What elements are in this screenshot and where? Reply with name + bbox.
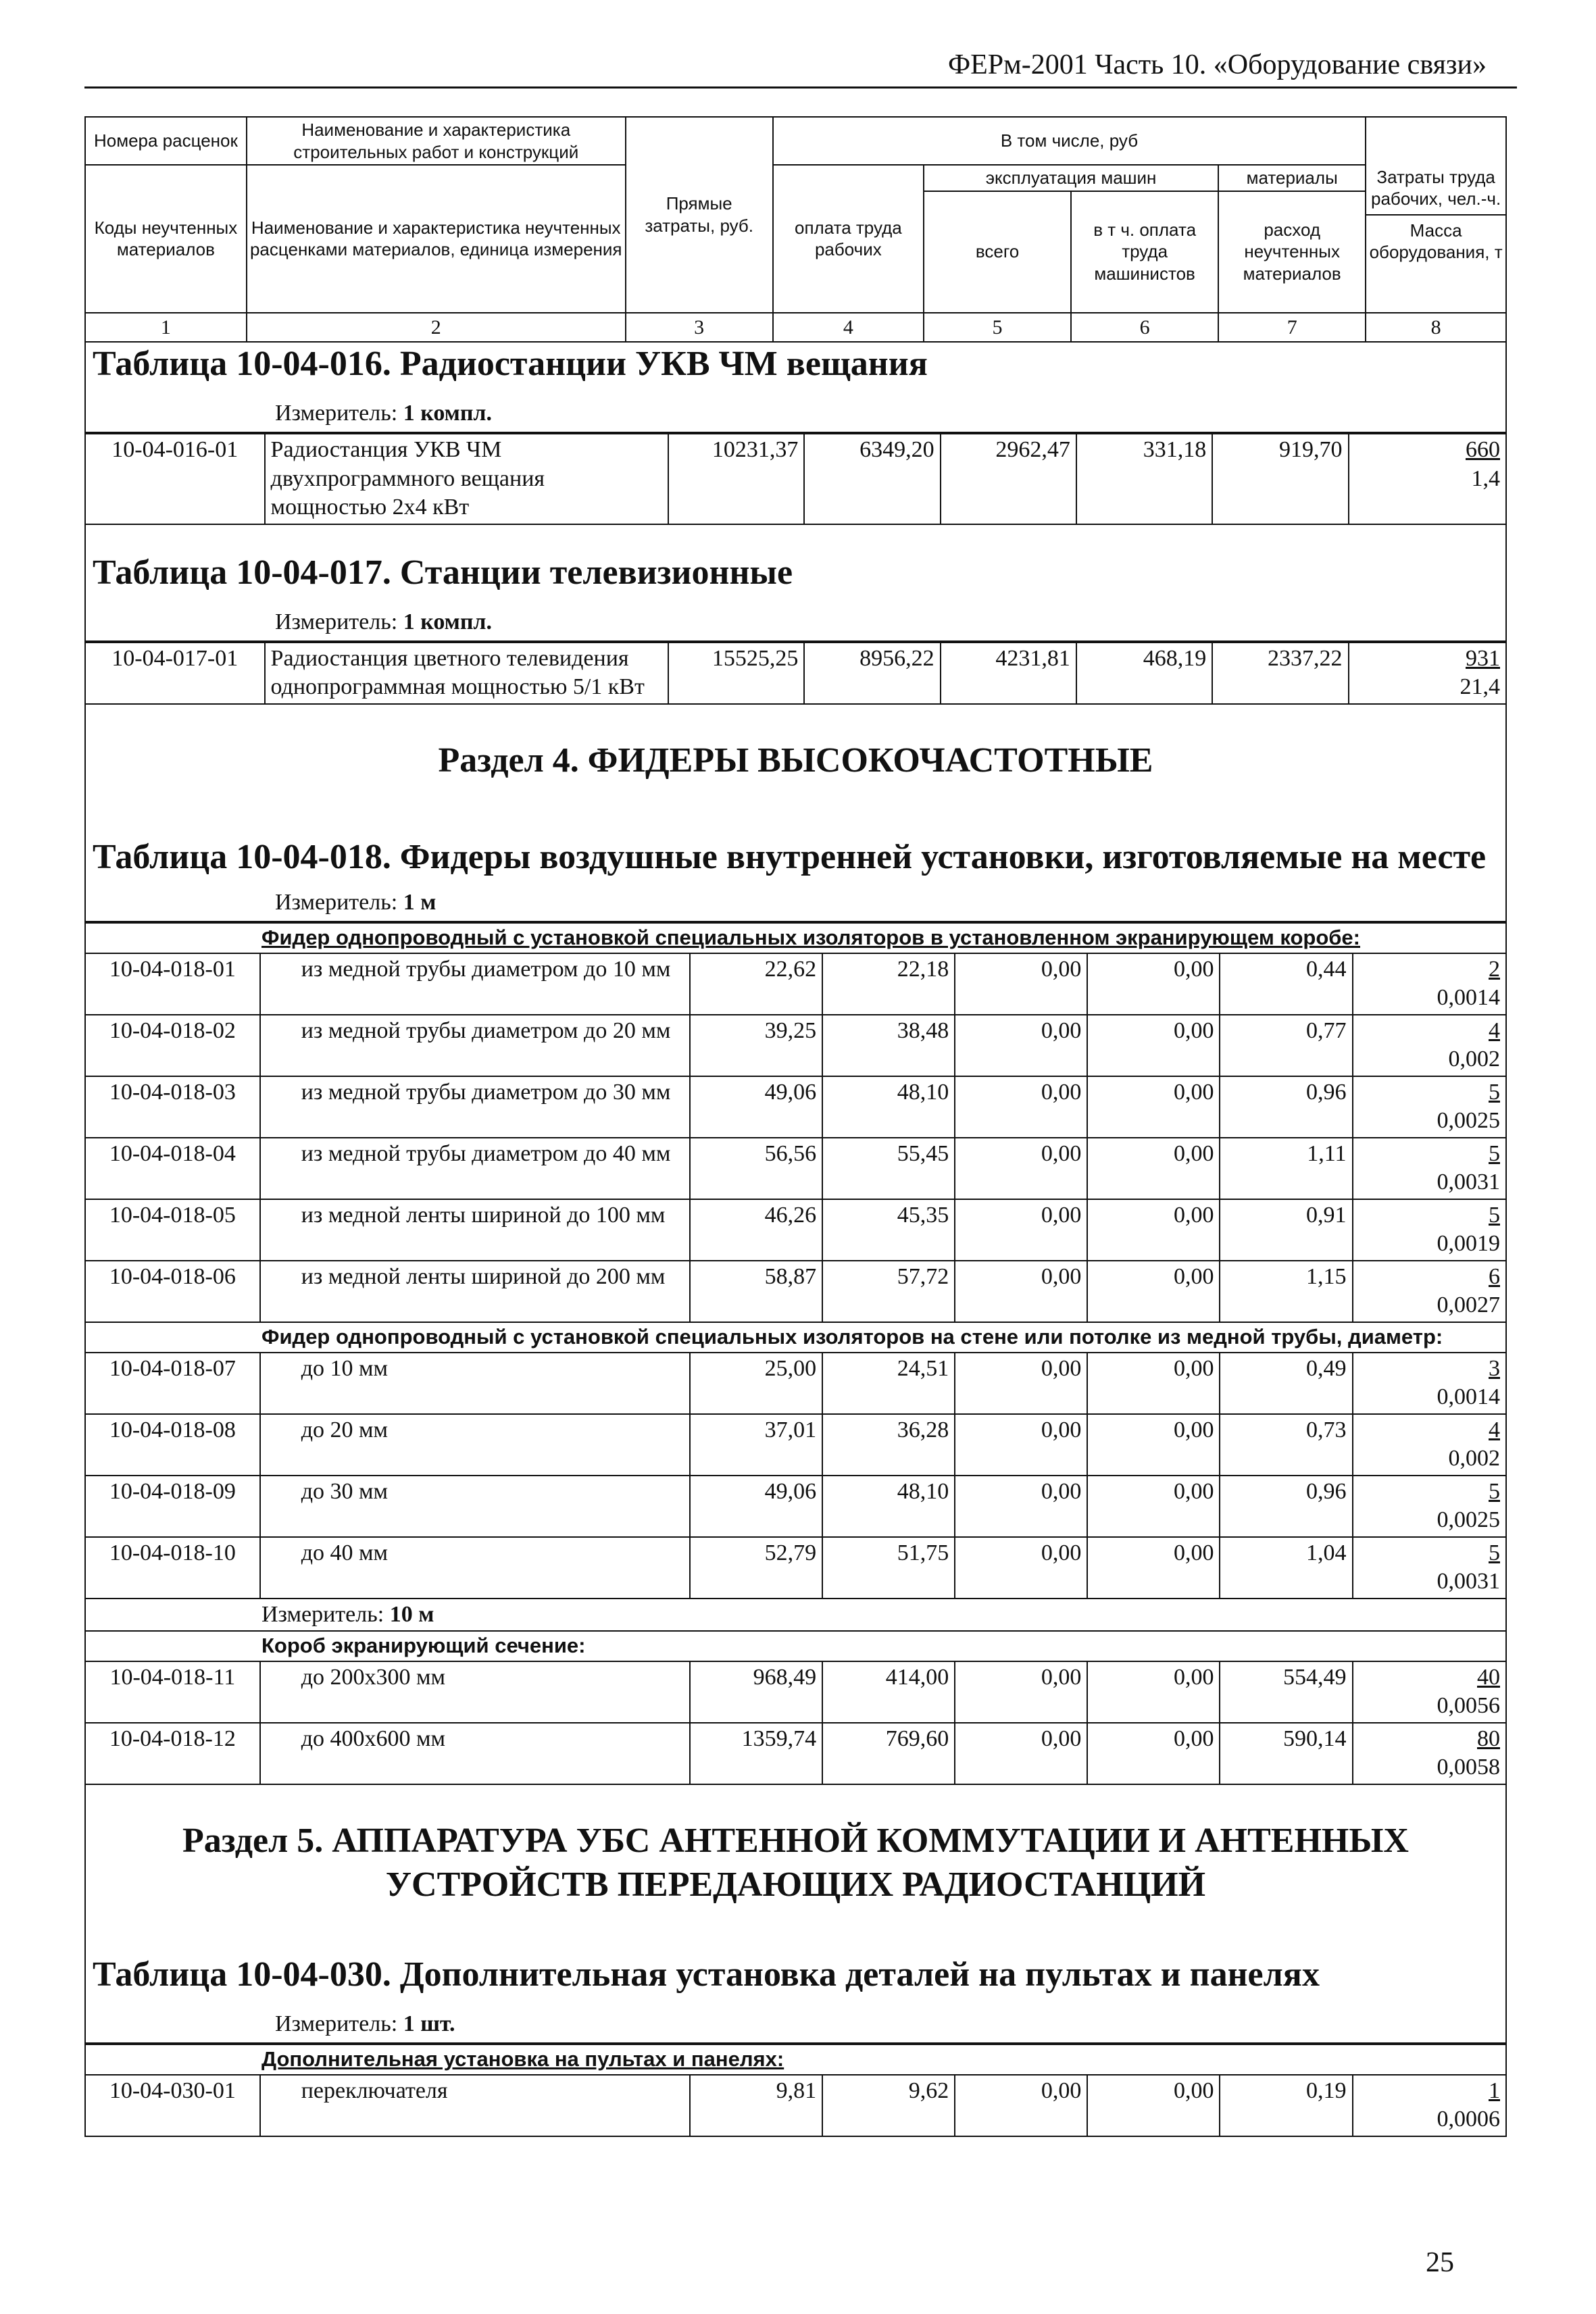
- materials: 0,49: [1220, 1353, 1352, 1414]
- materials: 0,73: [1220, 1414, 1352, 1476]
- mass-value: 0,0025: [1437, 1108, 1500, 1134]
- direct-cost: 10231,37: [668, 434, 804, 524]
- col8-head: [1366, 117, 1506, 313]
- worker-pay: 6349,20: [804, 434, 940, 524]
- table-row: [85, 1015, 1506, 1076]
- operator-pay: 0,00: [1087, 1661, 1220, 1723]
- worker-pay: 414,00: [822, 1661, 955, 1723]
- rate-code: 10-04-018-09: [85, 1476, 260, 1537]
- materials: 0,96: [1220, 1476, 1352, 1537]
- rate-name: из медной ленты шириной до 200 мм: [260, 1261, 690, 1322]
- table-016-unit: [275, 400, 1499, 428]
- mass-value: 0,002: [1448, 1446, 1500, 1472]
- mass-value: 0,002: [1448, 1047, 1500, 1072]
- operator-pay: 0,00: [1087, 1414, 1220, 1476]
- worker-pay: 38,48: [822, 1015, 955, 1076]
- table-row: [85, 2075, 1506, 2136]
- col5-head: всего: [924, 191, 1071, 313]
- labor-value: 40: [1477, 1664, 1500, 1690]
- labor-value: 931: [1466, 645, 1500, 671]
- table-017-title: Таблица 10-04-017. Станции телевизионные: [93, 553, 793, 592]
- table-row: [85, 1661, 1506, 1723]
- mass-value: 0,0056: [1437, 1693, 1500, 1719]
- operator-pay: 0,00: [1087, 1353, 1220, 1414]
- colnum-6: 6: [1071, 313, 1218, 343]
- rate-code: 10-04-030-01: [85, 2075, 260, 2136]
- materials: 0,44: [1220, 953, 1352, 1015]
- labor-value: 5: [1489, 1202, 1500, 1228]
- table-017-unit: [275, 609, 1499, 636]
- direct-cost: 22,62: [690, 953, 822, 1015]
- machines-total: 0,00: [955, 1076, 1087, 1138]
- mass-value: 0,0058: [1437, 1755, 1500, 1780]
- rate-name: Радиостанция УКВ ЧМ двухпрограммного вещания мощностью 2х4 кВт: [265, 434, 668, 524]
- worker-pay: 57,72: [822, 1261, 955, 1322]
- page-header: ФЕРм-2001 Часть 10. «Оборудование связи»: [947, 49, 1487, 80]
- machines-total: 0,00: [955, 1661, 1087, 1723]
- colnum-2: 2: [247, 313, 626, 343]
- colnum-7: 7: [1218, 313, 1366, 343]
- direct-cost: 37,01: [690, 1414, 822, 1476]
- colnum-1: 1: [85, 313, 247, 343]
- table-row: [85, 1476, 1506, 1537]
- incl-head: В том числе, руб: [773, 117, 1366, 165]
- rate-code: 10-04-017-01: [85, 643, 265, 704]
- mass-value: 0,0014: [1437, 1384, 1500, 1410]
- worker-pay: 769,60: [822, 1723, 955, 1784]
- table-018: [84, 922, 1507, 1785]
- materials: 0,96: [1220, 1076, 1352, 1138]
- table-row: [85, 1076, 1506, 1138]
- worker-pay: 55,45: [822, 1138, 955, 1199]
- rate-name: из медной трубы диаметром до 30 мм: [260, 1076, 690, 1138]
- rate-code: 10-04-018-05: [85, 1199, 260, 1261]
- direct-cost: 52,79: [690, 1537, 822, 1599]
- operator-pay: 0,00: [1087, 2075, 1220, 2136]
- direct-cost: 58,87: [690, 1261, 822, 1322]
- operator-pay: 0,00: [1087, 1076, 1220, 1138]
- labor-mass-cell: [1353, 1076, 1506, 1138]
- rate-name: до 40 мм: [260, 1537, 690, 1599]
- labor-mass-cell: [1353, 1261, 1506, 1322]
- labor-value: 5: [1489, 1079, 1500, 1105]
- labor-value: 4: [1489, 1017, 1500, 1043]
- table-row: [85, 643, 1506, 704]
- rate-name: из медной ленты шириной до 100 мм: [260, 1199, 690, 1261]
- labor-mass-cell: [1353, 1661, 1506, 1723]
- col8-head-b: Масса оборудования, т: [1369, 220, 1503, 263]
- labor-value: 2: [1489, 956, 1500, 982]
- table-017: [84, 642, 1507, 705]
- unit-value: 10 м: [389, 1601, 434, 1627]
- worker-pay: 9,62: [822, 2075, 955, 2136]
- table-018-title: Таблица 10-04-018. Фидеры воздушные внутренней установки, изготовляемые на месте: [93, 837, 1487, 876]
- operator-pay: 0,00: [1087, 1261, 1220, 1322]
- mass-value: 0,0031: [1437, 1569, 1500, 1594]
- col1-head-b: Коды неучтенных материалов: [85, 165, 247, 313]
- table-016-title: Таблица 10-04-016. Радиостанции УКВ ЧМ вещания: [93, 345, 928, 383]
- direct-cost: 49,06: [690, 1476, 822, 1537]
- machines-total: 0,00: [955, 1537, 1087, 1599]
- mass-value: 0,0031: [1437, 1169, 1500, 1195]
- labor-mass-cell: [1353, 1199, 1506, 1261]
- machines-total: 2962,47: [941, 434, 1076, 524]
- operator-pay: 0,00: [1087, 953, 1220, 1015]
- labor-value: 3: [1489, 1355, 1500, 1381]
- machines-total: 0,00: [955, 1723, 1087, 1784]
- table-row: [85, 1537, 1506, 1599]
- machines-total: 0,00: [955, 1199, 1087, 1261]
- rate-name: до 200х300 мм: [260, 1661, 690, 1723]
- col2-head-a: Наименование и характеристика строительных работ и конструкций: [247, 117, 626, 165]
- group-heading: Дополнительная установка на пультах и панелях:: [85, 2044, 1506, 2075]
- worker-pay: 24,51: [822, 1353, 955, 1414]
- worker-pay: 51,75: [822, 1537, 955, 1599]
- colnum-5: 5: [924, 313, 1071, 343]
- machines-total: 0,00: [955, 953, 1087, 1015]
- col8-head-a: Затраты труда рабочих, чел.-ч.: [1366, 162, 1505, 216]
- direct-cost: 15525,25: [668, 643, 804, 704]
- labor-value: 5: [1489, 1140, 1500, 1166]
- table-030: [84, 2044, 1507, 2137]
- labor-mass-cell: [1349, 434, 1506, 524]
- table-row: [85, 434, 1506, 524]
- colnum-4: 4: [773, 313, 924, 343]
- group-heading: Короб экранирующий сечение:: [85, 1631, 1506, 1661]
- mass-value: 0,0027: [1437, 1292, 1500, 1318]
- labor-mass-cell: [1353, 1138, 1506, 1199]
- colnum-8: 8: [1366, 313, 1506, 343]
- labor-mass-cell: [1353, 1414, 1506, 1476]
- rate-name: до 10 мм: [260, 1353, 690, 1414]
- labor-mass-cell: [1353, 953, 1506, 1015]
- direct-cost: 1359,74: [690, 1723, 822, 1784]
- machines-total: 0,00: [955, 2075, 1087, 2136]
- rate-code: 10-04-018-03: [85, 1076, 260, 1138]
- rate-code: 10-04-018-08: [85, 1414, 260, 1476]
- labor-value: 1: [1489, 2078, 1500, 2103]
- machines-total: 0,00: [955, 1015, 1087, 1076]
- materials: 1,15: [1220, 1261, 1352, 1322]
- table-017-section: [84, 525, 1507, 642]
- operator-pay: 468,19: [1076, 643, 1212, 704]
- materials: 1,04: [1220, 1537, 1352, 1599]
- materials: 554,49: [1220, 1661, 1352, 1723]
- operator-pay: 331,18: [1076, 434, 1212, 524]
- operator-pay: 0,00: [1087, 1537, 1220, 1599]
- table-row: [85, 1414, 1506, 1476]
- worker-pay: 48,10: [822, 1076, 955, 1138]
- table-row: [85, 1138, 1506, 1199]
- mass-value: 21,4: [1460, 674, 1500, 700]
- materials: 2337,22: [1212, 643, 1348, 704]
- unit-value: 1 м: [403, 890, 437, 915]
- labor-mass-cell: [1353, 1723, 1506, 1784]
- col3-head: Прямые затраты, руб.: [626, 117, 773, 313]
- labor-mass-cell: [1353, 1015, 1506, 1076]
- col7-head: расход неучтенных материалов: [1218, 191, 1366, 313]
- rate-code: 10-04-018-07: [85, 1353, 260, 1414]
- worker-pay: 45,35: [822, 1199, 955, 1261]
- col6-head: в т ч. оплата труда машинистов: [1071, 191, 1218, 313]
- worker-pay: 22,18: [822, 953, 955, 1015]
- direct-cost: 56,56: [690, 1138, 822, 1199]
- operator-pay: 0,00: [1087, 1138, 1220, 1199]
- labor-mass-cell: [1353, 1476, 1506, 1537]
- section-4: [84, 705, 1507, 922]
- rate-name: из медной трубы диаметром до 10 мм: [260, 953, 690, 1015]
- labor-mass-cell: [1353, 2075, 1506, 2136]
- unit-label: Измеритель:: [275, 890, 398, 915]
- table-row: [85, 1723, 1506, 1784]
- document-body: [84, 303, 1507, 2262]
- rate-name: из медной трубы диаметром до 20 мм: [260, 1015, 690, 1076]
- colnum-3: 3: [626, 313, 773, 343]
- labor-value: 6: [1489, 1263, 1500, 1289]
- table-016: [84, 433, 1507, 525]
- group-heading: Фидер однопроводный с установкой специальных изоляторов на стене или потолке из медной трубы, диаметр:: [85, 1322, 1506, 1353]
- machines-total: 0,00: [955, 1261, 1087, 1322]
- rate-code: 10-04-018-01: [85, 953, 260, 1015]
- unit-label: Измеритель:: [275, 401, 398, 426]
- unit-label: Измеритель:: [275, 609, 398, 635]
- col4-head: оплата труда рабочих: [773, 165, 924, 313]
- labor-mass-cell: [1353, 1537, 1506, 1599]
- mass-value: 1,4: [1471, 466, 1500, 491]
- worker-pay: 8956,22: [804, 643, 940, 704]
- machines-total: 0,00: [955, 1353, 1087, 1414]
- col2-head-b: Наименование и характеристика неучтенных расценками материалов, единица измерения: [247, 165, 626, 313]
- operator-pay: 0,00: [1087, 1015, 1220, 1076]
- machines-total: 0,00: [955, 1476, 1087, 1537]
- table-row: [85, 1261, 1506, 1322]
- col1-head-a: Номера расценок: [85, 117, 247, 165]
- table-row: [85, 1199, 1506, 1261]
- table-018-unit: [275, 889, 1499, 917]
- rate-name: до 30 мм: [260, 1476, 690, 1537]
- machines-total: 0,00: [955, 1414, 1087, 1476]
- direct-cost: 25,00: [690, 1353, 822, 1414]
- unit-row: [85, 1599, 1506, 1632]
- labor-mass-cell: [1353, 1353, 1506, 1414]
- labor-value: 660: [1466, 437, 1500, 463]
- unit-value: 1 компл.: [403, 401, 493, 426]
- unit-label: Измеритель:: [261, 1601, 384, 1627]
- page-number: 25: [1426, 2247, 1454, 2278]
- direct-cost: 49,06: [690, 1076, 822, 1138]
- rate-code: 10-04-018-02: [85, 1015, 260, 1076]
- header-rule: [84, 86, 1517, 89]
- labor-value: 4: [1489, 1417, 1500, 1442]
- materials: 590,14: [1220, 1723, 1352, 1784]
- rate-code: 10-04-018-10: [85, 1537, 260, 1599]
- section-5: [84, 1785, 1507, 2044]
- materials: 0,91: [1220, 1199, 1352, 1261]
- labor-value: 5: [1489, 1478, 1500, 1504]
- labor-value: 80: [1477, 1726, 1500, 1751]
- machines-head: эксплуатация машин: [924, 165, 1218, 191]
- materials: 0,19: [1220, 2075, 1352, 2136]
- unit-value: 1 компл.: [403, 609, 493, 635]
- mass-value: 0,0025: [1437, 1507, 1500, 1533]
- rate-code: 10-04-016-01: [85, 434, 265, 524]
- table-016-section: [84, 303, 1507, 433]
- machines-total: 0,00: [955, 1138, 1087, 1199]
- direct-cost: 46,26: [690, 1199, 822, 1261]
- group-heading: Фидер однопроводный с установкой специальных изоляторов в установленном экранирующем коробе:: [85, 923, 1506, 953]
- table-row: [85, 953, 1506, 1015]
- direct-cost: 39,25: [690, 1015, 822, 1076]
- table-030-title: Таблица 10-04-030. Дополнительная установка деталей на пультах и панелях: [93, 1955, 1320, 1994]
- operator-pay: 0,00: [1087, 1723, 1220, 1784]
- operator-pay: 0,00: [1087, 1199, 1220, 1261]
- mass-value: 0,0006: [1437, 2107, 1500, 2132]
- labor-mass-cell: [1349, 643, 1506, 704]
- rate-code: 10-04-018-06: [85, 1261, 260, 1322]
- rate-name: до 400х600 мм: [260, 1723, 690, 1784]
- table-030-unit: [275, 2011, 1499, 2038]
- rate-code: 10-04-018-12: [85, 1723, 260, 1784]
- unit-value: 1 шт.: [403, 2011, 455, 2037]
- rate-name: переключателя: [260, 2075, 690, 2136]
- rate-code: 10-04-018-11: [85, 1661, 260, 1723]
- labor-value: 5: [1489, 1540, 1500, 1565]
- operator-pay: 0,00: [1087, 1476, 1220, 1537]
- materials: 0,77: [1220, 1015, 1352, 1076]
- mass-value: 0,0014: [1437, 985, 1500, 1011]
- section-5-title: Раздел 5. АППАРАТУРА УБС АНТЕННОЙ КОММУТАЦИИ И АНТЕННЫХ УСТРОЙСТВ ПЕРЕДАЮЩИХ РАДИОСТАНЦИЙ: [182, 1821, 1409, 1904]
- machines-total: 4231,81: [941, 643, 1076, 704]
- worker-pay: 48,10: [822, 1476, 955, 1537]
- worker-pay: 36,28: [822, 1414, 955, 1476]
- unit-label: Измеритель:: [275, 2011, 398, 2037]
- materials: 1,11: [1220, 1138, 1352, 1199]
- rate-code: 10-04-018-04: [85, 1138, 260, 1199]
- direct-cost: 9,81: [690, 2075, 822, 2136]
- materials-head: материалы: [1218, 165, 1366, 191]
- direct-cost: 968,49: [690, 1661, 822, 1723]
- section-4-title: Раздел 4. ФИДЕРЫ ВЫСОКОЧАСТОТНЫЕ: [438, 740, 1153, 780]
- table-row: [85, 1353, 1506, 1414]
- materials: 919,70: [1212, 434, 1348, 524]
- mass-value: 0,0019: [1437, 1231, 1500, 1257]
- rate-name: до 20 мм: [260, 1414, 690, 1476]
- rate-name: из медной трубы диаметром до 40 мм: [260, 1138, 690, 1199]
- rate-name: Радиостанция цветного телевидения однопрограммная мощностью 5/1 кВт: [265, 643, 668, 704]
